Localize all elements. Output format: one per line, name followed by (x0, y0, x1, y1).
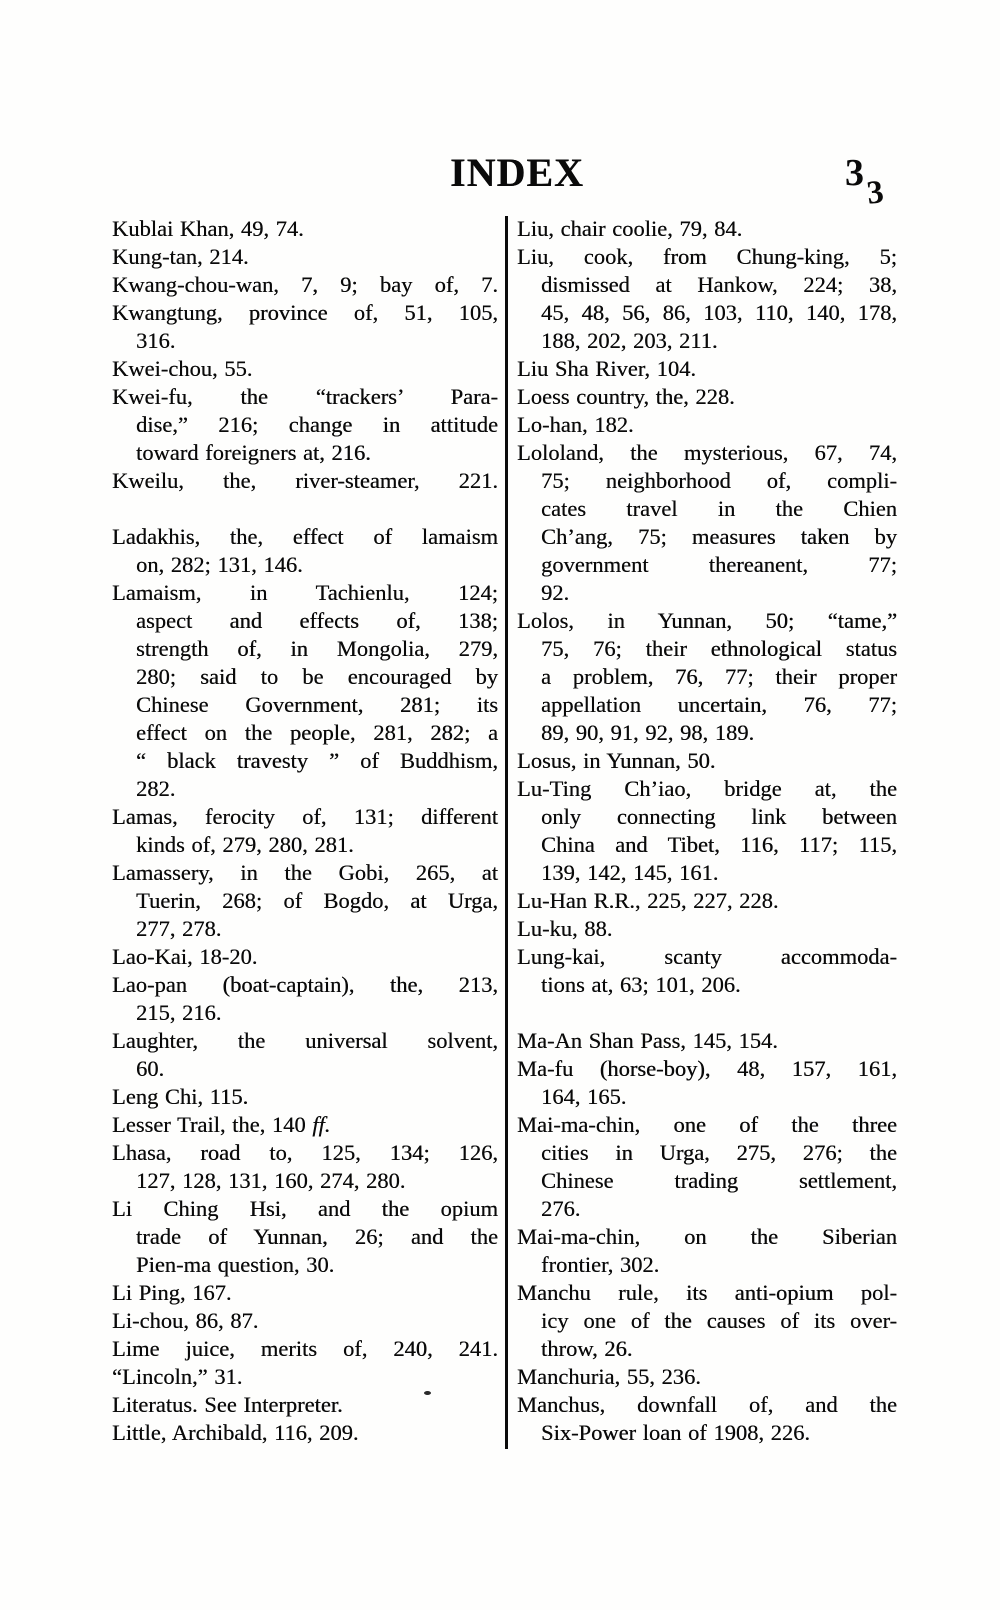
index-line: frontier, 302. (541, 1252, 660, 1277)
index-entry (112, 355, 498, 383)
index-line: Ma-An Shan Pass, 145, 154. (517, 1028, 778, 1053)
index-line: Li-chou, 86, 87. (112, 1308, 259, 1333)
index-entry (517, 915, 897, 943)
index-entry (112, 1391, 498, 1419)
index-line: “ black travesty ” of Buddhism, (136, 748, 498, 773)
index-entry (112, 383, 498, 467)
index-entry (517, 1111, 897, 1223)
index-line: Leng Chi, 115. (112, 1084, 249, 1109)
index-entry (517, 215, 897, 243)
index-line: trade of Yunnan, 26; and the (136, 1224, 498, 1249)
index-line: Lolos, in Yunnan, 50; “tame,” (517, 608, 897, 633)
index-entry (517, 355, 897, 383)
index-line: Mai-ma-chin, one of the three (517, 1112, 897, 1137)
index-line: only connecting link between (541, 804, 897, 829)
index-line: effect on the people, 281, 282; a (136, 720, 498, 745)
index-line: Manchus, downfall of, and the (517, 1392, 897, 1417)
index-entry (112, 1335, 498, 1363)
index-line: Lhasa, road to, 125, 134; 126, (112, 1140, 498, 1165)
index-line: 277, 278. (136, 916, 222, 941)
index-entry (517, 383, 897, 411)
index-line: cates travel in the Chien (541, 496, 897, 521)
index-entry (517, 607, 897, 747)
index-line: 89, 90, 91, 92, 98, 189. (541, 720, 755, 745)
index-entry (112, 1419, 498, 1447)
index-line: aspect and effects of, 138; (136, 608, 498, 633)
index-line: dise,” 216; change in attitude (136, 412, 498, 437)
index-line: Literatus. See Interpreter. (112, 1392, 343, 1417)
index-line: Lime juice, merits of, 240, 241. (112, 1336, 498, 1361)
index-line: a problem, 76, 77; their proper (541, 664, 897, 689)
index-line: Little, Archibald, 116, 209. (112, 1420, 359, 1445)
index-line: Kwangtung, province of, 51, 105, (112, 300, 498, 325)
index-entry (517, 411, 897, 439)
index-line: dismissed at Hankow, 224; 38, (541, 272, 897, 297)
index-line: 75, 76; their ethnological status (541, 636, 897, 661)
index-line: Lao-Kai, 18-20. (112, 944, 258, 969)
index-entry (112, 1111, 498, 1139)
index-line: Manchuria, 55, 236. (517, 1364, 701, 1389)
index-line: Losus, in Yunnan, 50. (517, 748, 716, 773)
index-line: Pien-ma question, 30. (136, 1252, 335, 1277)
index-entry (112, 1363, 498, 1391)
index-line: Ch’ang, 75; measures taken by (541, 524, 897, 549)
index-line: “Lincoln,” 31. (112, 1364, 243, 1389)
index-line: 215, 216. (136, 1000, 222, 1025)
index-entry (517, 439, 897, 607)
index-line: Manchu rule, its anti-opium pol- (517, 1280, 897, 1305)
index-line: Kwang-chou-wan, 7, 9; bay of, 7. (112, 272, 498, 297)
index-line: Lu-ku, 88. (517, 916, 613, 941)
index-line: government thereanent, 77; (541, 552, 897, 577)
index-line: Lamaism, in Tachienlu, 124; (112, 580, 498, 605)
index-line: Li Ping, 167. (112, 1280, 232, 1305)
index-line: Lo-han, 182. (517, 412, 634, 437)
index-line: 280; said to be encouraged by (136, 664, 498, 689)
index-entry (112, 1027, 498, 1083)
index-line: tions at, 63; 101, 206. (541, 972, 741, 997)
column-divider (505, 216, 508, 1449)
index-line: 282. (136, 776, 176, 801)
index-entry (517, 1027, 897, 1055)
index-entry (112, 859, 498, 943)
index-line: Lung-kai, scanty accommoda- (517, 944, 897, 969)
index-line: Lu-Ting Ch’iao, bridge at, the (517, 776, 897, 801)
index-line: Kublai Khan, 49, 74. (112, 216, 304, 241)
index-line: 45, 48, 56, 86, 103, 110, 140, 178, (541, 300, 897, 325)
index-line: Lamassery, in the Gobi, 265, at (112, 860, 498, 885)
index-line: Liu, chair coolie, 79, 84. (517, 216, 743, 241)
index-entry (112, 803, 498, 859)
index-entry (112, 215, 498, 243)
index-line: Ladakhis, the, effect of lamaism (112, 524, 498, 549)
index-line: strength of, in Mongolia, 279, (136, 636, 498, 661)
index-line: Loess country, the, 228. (517, 384, 735, 409)
section-gap (112, 495, 498, 523)
index-line: Lesser Trail, the, 140 ff. (112, 1112, 331, 1137)
index-entry (517, 1391, 897, 1447)
index-entry (112, 579, 498, 803)
index-line: toward foreigners at, 216. (136, 440, 371, 465)
index-line: 60. (136, 1056, 165, 1081)
index-line: 92. (541, 580, 570, 605)
index-entry (112, 243, 498, 271)
page-number-ghost: 3 (864, 174, 886, 212)
index-entry (517, 1055, 897, 1111)
index-line: Lololand, the mysterious, 67, 74, (517, 440, 897, 465)
index-entry (112, 271, 498, 299)
index-entry (112, 971, 498, 1027)
index-entry (112, 1279, 498, 1307)
index-line: Lamas, ferocity of, 131; different (112, 804, 498, 829)
index-line: 75; neighborhood of, compli- (541, 468, 897, 493)
scan-speck (424, 1391, 431, 1395)
index-line: Lao-pan (boat-captain), the, 213, (112, 972, 498, 997)
index-entry (517, 1279, 897, 1363)
index-entry (112, 1083, 498, 1111)
index-line: throw, 26. (541, 1336, 633, 1361)
index-entry (517, 887, 897, 915)
index-line: 139, 142, 145, 161. (541, 860, 719, 885)
index-line: on, 282; 131, 146. (136, 552, 303, 577)
index-line: Lu-Han R.R., 225, 227, 228. (517, 888, 779, 913)
index-entry (112, 467, 498, 495)
index-line: 164, 165. (541, 1084, 627, 1109)
index-line: Liu Sha River, 104. (517, 356, 696, 381)
index-entry (517, 747, 897, 775)
index-entry (517, 1223, 897, 1279)
index-line: Li Ching Hsi, and the opium (112, 1196, 498, 1221)
index-entry (112, 299, 498, 355)
index-line: Liu, cook, from Chung-king, 5; (517, 244, 897, 269)
index-line: Tuerin, 268; of Bogdo, at Urga, (136, 888, 498, 913)
index-line: Kweilu, the, river-steamer, 221. (112, 468, 498, 493)
index-line: Mai-ma-chin, on the Siberian (517, 1224, 897, 1249)
index-line: Kung-tan, 214. (112, 244, 249, 269)
index-line: Kwei-fu, the “trackers’ Para- (112, 384, 498, 409)
index-column-left (112, 215, 498, 1447)
index-line: Six-Power loan of 1908, 226. (541, 1420, 810, 1445)
index-line: cities in Urga, 275, 276; the (541, 1140, 897, 1165)
index-entry (112, 523, 498, 579)
index-line: 276. (541, 1196, 581, 1221)
index-line: Laughter, the universal solvent, (112, 1028, 498, 1053)
index-line: icy one of the causes of its over- (541, 1308, 897, 1333)
index-line: 316. (136, 328, 176, 353)
page-number: 3 (845, 152, 864, 194)
index-line: China and Tibet, 116, 117; 115, (541, 832, 897, 857)
index-entry (517, 243, 897, 355)
index-line: Kwei-chou, 55. (112, 356, 253, 381)
section-gap (517, 999, 897, 1027)
index-column-right (517, 215, 897, 1447)
index-line: 188, 202, 203, 211. (541, 328, 718, 353)
index-entry (517, 775, 897, 887)
index-line: appellation uncertain, 76, 77; (541, 692, 897, 717)
index-line: Chinese trading settlement, (541, 1168, 897, 1193)
index-entry (112, 943, 498, 971)
index-line: kinds of, 279, 280, 281. (136, 832, 354, 857)
page-title: INDEX (450, 150, 584, 195)
index-entry (517, 1363, 897, 1391)
index-entry (112, 1139, 498, 1195)
index-entry (112, 1307, 498, 1335)
index-entry (112, 1195, 498, 1279)
index-line: Ma-fu (horse-boy), 48, 157, 161, (517, 1056, 897, 1081)
index-line: Chinese Government, 281; its (136, 692, 498, 717)
index-line: 127, 128, 131, 160, 274, 280. (136, 1168, 406, 1193)
index-entry (517, 943, 897, 999)
